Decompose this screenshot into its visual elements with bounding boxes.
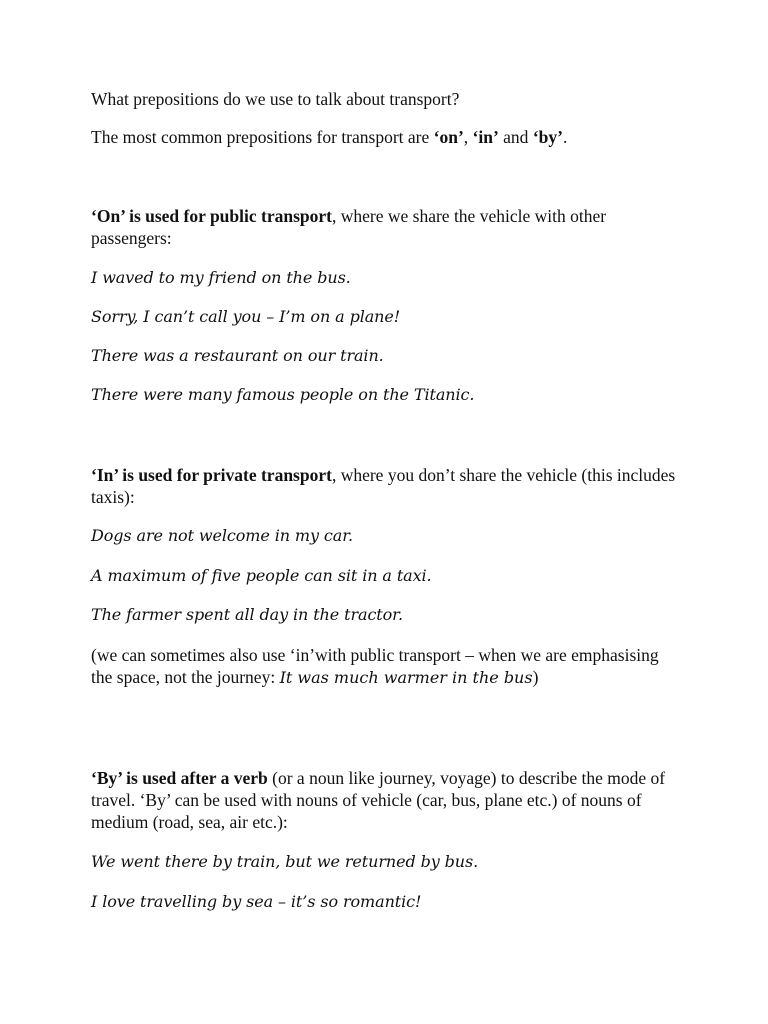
in-heading-rest: , where you don’t share the vehicle (this includes taxis):	[91, 465, 676, 507]
on-example: I waved to my friend on the bus.	[91, 268, 351, 287]
by-section-heading	[91, 767, 681, 833]
by-heading-rest: (or a noun like journey, voyage) to describe the mode of travel. ‘By’ can be used with nouns of vehicle (car, bus, plane etc.) of nouns of medium (road, sea, air etc.):	[91, 768, 666, 832]
in-section-heading	[91, 464, 681, 508]
on-example: There was a restaurant on our train.	[91, 346, 384, 365]
question-heading: What prepositions do we use to talk about transport?	[91, 89, 460, 109]
by-example: We went there by train, but we returned by bus.	[91, 852, 479, 871]
in-note-suffix: )	[532, 667, 539, 687]
in-example: A maximum of five people can sit in a taxi.	[91, 566, 432, 585]
intro-paragraph	[91, 126, 681, 148]
in-example: The farmer spent all day in the tractor.	[91, 605, 403, 624]
on-section-heading	[91, 205, 681, 249]
by-heading-bold: ‘By’ is used after a verb	[91, 768, 268, 788]
preposition-on: ‘on’	[433, 127, 464, 147]
intro-sep-2: and	[498, 127, 533, 147]
in-note	[91, 644, 681, 689]
in-heading-bold: ‘In’ is used for private transport	[91, 465, 332, 485]
preposition-by: ‘by’	[532, 127, 563, 147]
on-heading-bold: ‘On’ is used for public transport	[91, 206, 332, 226]
intro-prefix: The most common prepositions for transport are	[91, 127, 434, 147]
in-note-prefix: (we can sometimes also use ‘in’with public transport – when we are emphasising the space, not the journey:	[91, 645, 659, 687]
in-note-example: It was much warmer in the bus	[279, 668, 533, 687]
on-example: Sorry, I can’t call you – I’m on a plane!	[91, 307, 401, 326]
by-example: I love travelling by sea – it’s so romantic!	[91, 892, 422, 911]
preposition-in: ‘in’	[472, 127, 499, 147]
intro-suffix: .	[562, 127, 568, 147]
intro-sep-1: ,	[463, 127, 473, 147]
on-example: There were many famous people on the Titanic.	[91, 385, 475, 404]
in-example: Dogs are not welcome in my car.	[91, 526, 353, 545]
on-heading-rest: , where we share the vehicle with other passengers:	[91, 206, 607, 248]
